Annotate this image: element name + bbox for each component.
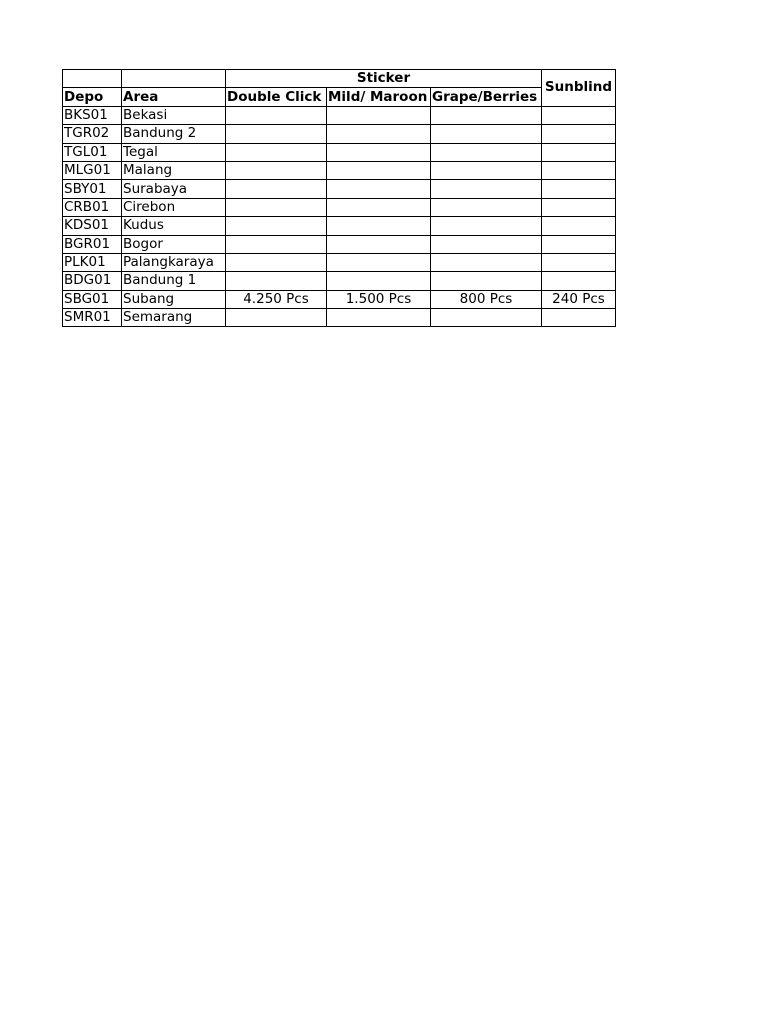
grape-berries-cell[interactable] <box>431 217 542 235</box>
header-double-click[interactable]: Double Click <box>226 88 327 106</box>
area-cell[interactable]: Semarang <box>122 309 226 327</box>
mild-maroon-cell[interactable] <box>327 161 431 179</box>
sunblind-cell[interactable] <box>542 235 616 253</box>
grape-berries-cell[interactable] <box>431 143 542 161</box>
header-row-columns <box>63 88 616 106</box>
depo-cell[interactable]: MLG01 <box>63 161 122 179</box>
mild-maroon-cell[interactable] <box>327 235 431 253</box>
table-row <box>63 106 616 124</box>
table-row <box>63 125 616 143</box>
mild-maroon-cell[interactable] <box>327 180 431 198</box>
mild-maroon-cell[interactable] <box>327 217 431 235</box>
mild-maroon-cell[interactable] <box>327 272 431 290</box>
double-click-cell[interactable] <box>226 180 327 198</box>
header-sunblind[interactable]: Sunblind <box>542 70 616 107</box>
table-body <box>63 106 616 327</box>
double-click-cell[interactable] <box>226 198 327 216</box>
mild-maroon-cell[interactable] <box>327 125 431 143</box>
grape-berries-cell[interactable] <box>431 272 542 290</box>
double-click-cell[interactable] <box>226 309 327 327</box>
double-click-cell[interactable] <box>226 217 327 235</box>
depo-cell[interactable]: SMR01 <box>63 309 122 327</box>
depo-cell[interactable]: PLK01 <box>63 253 122 271</box>
double-click-cell[interactable] <box>226 106 327 124</box>
double-click-cell[interactable] <box>226 272 327 290</box>
table-row <box>63 235 616 253</box>
double-click-cell[interactable]: 4.250 Pcs <box>226 290 327 308</box>
grape-berries-cell[interactable] <box>431 180 542 198</box>
sunblind-cell[interactable] <box>542 272 616 290</box>
table-row <box>63 198 616 216</box>
distribution-table <box>62 69 616 327</box>
table-row <box>63 161 616 179</box>
sunblind-cell[interactable] <box>542 217 616 235</box>
area-cell[interactable]: Palangkaraya <box>122 253 226 271</box>
double-click-cell[interactable] <box>226 161 327 179</box>
depo-cell[interactable]: BDG01 <box>63 272 122 290</box>
area-cell[interactable]: Bandung 2 <box>122 125 226 143</box>
mild-maroon-cell[interactable] <box>327 143 431 161</box>
area-cell[interactable]: Subang <box>122 290 226 308</box>
sunblind-cell[interactable] <box>542 143 616 161</box>
grape-berries-cell[interactable]: 800 Pcs <box>431 290 542 308</box>
area-cell[interactable]: Bandung 1 <box>122 272 226 290</box>
area-cell[interactable]: Bogor <box>122 235 226 253</box>
table-row <box>63 143 616 161</box>
mild-maroon-cell[interactable] <box>327 309 431 327</box>
grape-berries-cell[interactable] <box>431 161 542 179</box>
grape-berries-cell[interactable] <box>431 309 542 327</box>
depo-cell[interactable]: CRB01 <box>63 198 122 216</box>
mild-maroon-cell[interactable]: 1.500 Pcs <box>327 290 431 308</box>
header-area[interactable]: Area <box>122 88 226 106</box>
header-mild-maroon[interactable]: Mild/ Maroon <box>327 88 431 106</box>
header-sticker[interactable]: Sticker <box>226 70 542 88</box>
double-click-cell[interactable] <box>226 125 327 143</box>
depo-cell[interactable]: BGR01 <box>63 235 122 253</box>
table-row <box>63 180 616 198</box>
mild-maroon-cell[interactable] <box>327 253 431 271</box>
sunblind-cell[interactable] <box>542 253 616 271</box>
sunblind-cell[interactable]: 240 Pcs <box>542 290 616 308</box>
depo-cell[interactable]: SBY01 <box>63 180 122 198</box>
header-grape-berries[interactable]: Grape/Berries <box>431 88 542 106</box>
grape-berries-cell[interactable] <box>431 198 542 216</box>
sunblind-cell[interactable] <box>542 106 616 124</box>
mild-maroon-cell[interactable] <box>327 198 431 216</box>
area-cell[interactable]: Cirebon <box>122 198 226 216</box>
sunblind-cell[interactable] <box>542 180 616 198</box>
depo-cell[interactable]: SBG01 <box>63 290 122 308</box>
table-row <box>63 253 616 271</box>
table-row <box>63 217 616 235</box>
table-row <box>63 290 616 308</box>
depo-cell[interactable]: TGL01 <box>63 143 122 161</box>
header-empty-cell[interactable] <box>122 70 226 88</box>
spreadsheet-sheet <box>62 69 616 327</box>
double-click-cell[interactable] <box>226 253 327 271</box>
area-cell[interactable]: Tegal <box>122 143 226 161</box>
sunblind-cell[interactable] <box>542 125 616 143</box>
sunblind-cell[interactable] <box>542 161 616 179</box>
area-cell[interactable]: Kudus <box>122 217 226 235</box>
grape-berries-cell[interactable] <box>431 253 542 271</box>
grape-berries-cell[interactable] <box>431 235 542 253</box>
depo-cell[interactable]: BKS01 <box>63 106 122 124</box>
header-empty-cell[interactable] <box>63 70 122 88</box>
mild-maroon-cell[interactable] <box>327 106 431 124</box>
double-click-cell[interactable] <box>226 143 327 161</box>
area-cell[interactable]: Bekasi <box>122 106 226 124</box>
grape-berries-cell[interactable] <box>431 125 542 143</box>
depo-cell[interactable]: KDS01 <box>63 217 122 235</box>
area-cell[interactable]: Malang <box>122 161 226 179</box>
grape-berries-cell[interactable] <box>431 106 542 124</box>
table-row <box>63 309 616 327</box>
sunblind-cell[interactable] <box>542 309 616 327</box>
header-depo[interactable]: Depo <box>63 88 122 106</box>
header-row-group <box>63 70 616 88</box>
sunblind-cell[interactable] <box>542 198 616 216</box>
depo-cell[interactable]: TGR02 <box>63 125 122 143</box>
double-click-cell[interactable] <box>226 235 327 253</box>
area-cell[interactable]: Surabaya <box>122 180 226 198</box>
table-row <box>63 272 616 290</box>
